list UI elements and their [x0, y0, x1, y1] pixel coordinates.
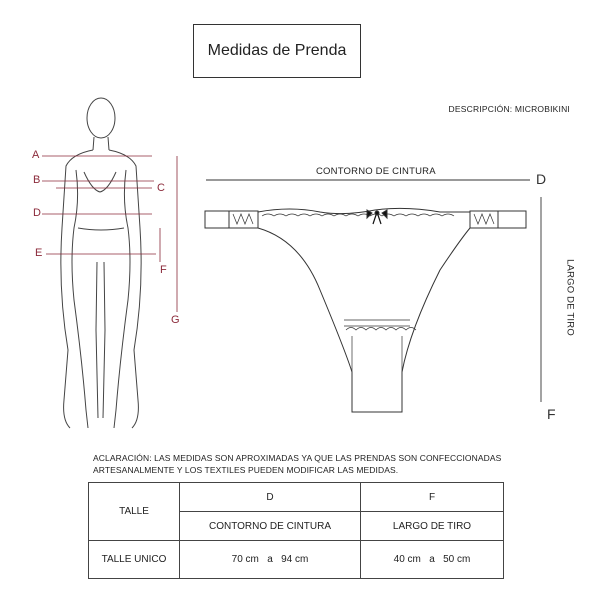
bust — [84, 172, 116, 192]
marker-g: G — [171, 314, 180, 326]
left-inner — [72, 170, 88, 428]
talle-header: TALLE — [89, 483, 180, 541]
legs-gap — [96, 262, 105, 418]
contour-label: CONTORNO DE CINTURA — [316, 166, 436, 177]
waistband-top — [258, 208, 470, 213]
marker-e: E — [35, 247, 43, 259]
contour-letter: D — [536, 171, 547, 187]
waist-curve — [78, 228, 124, 230]
size-table — [88, 482, 504, 579]
row-d-value: 70 cm a 94 cm — [180, 541, 361, 579]
left-strap — [205, 211, 258, 228]
col-f-name: LARGO DE TIRO — [361, 512, 504, 541]
col-d-letter: D — [180, 483, 361, 512]
neck — [93, 137, 109, 150]
measure-lines — [42, 156, 177, 312]
row-label: TALLE UNICO — [89, 541, 180, 579]
marker-b: B — [33, 174, 41, 186]
microbikini-drawing — [205, 208, 526, 412]
col-f-letter: F — [361, 483, 504, 512]
left-outline — [61, 150, 93, 428]
marker-a: A — [32, 149, 40, 161]
largo-label: LARGO DE TIRO — [564, 259, 576, 336]
disclaimer-note: ACLARACIÓN: LAS MEDIDAS SON APROXIMADAS YA QUE LAS PRENDAS SON CONFECCIONADAS ARTESANALMENTE Y LOS TEXTILES PUEDEN MODIFICAR LAS MEDIDAS. — [93, 453, 502, 475]
row-f-value: 40 cm a 50 cm — [361, 541, 504, 579]
scallop-trim — [262, 214, 454, 216]
head — [87, 98, 115, 138]
right-inner — [114, 170, 130, 428]
right-outline — [109, 150, 141, 428]
largo-letter: F — [547, 406, 556, 422]
col-d-name: CONTORNO DE CINTURA — [180, 512, 361, 541]
description-label: DESCRIPCIÓN: MICROBIKINI — [448, 104, 570, 114]
body-figure — [61, 98, 141, 428]
marker-d: D — [33, 207, 41, 219]
marker-f: F — [160, 264, 167, 276]
marker-c: C — [157, 182, 165, 194]
page-title: Medidas de Prenda — [193, 24, 361, 78]
